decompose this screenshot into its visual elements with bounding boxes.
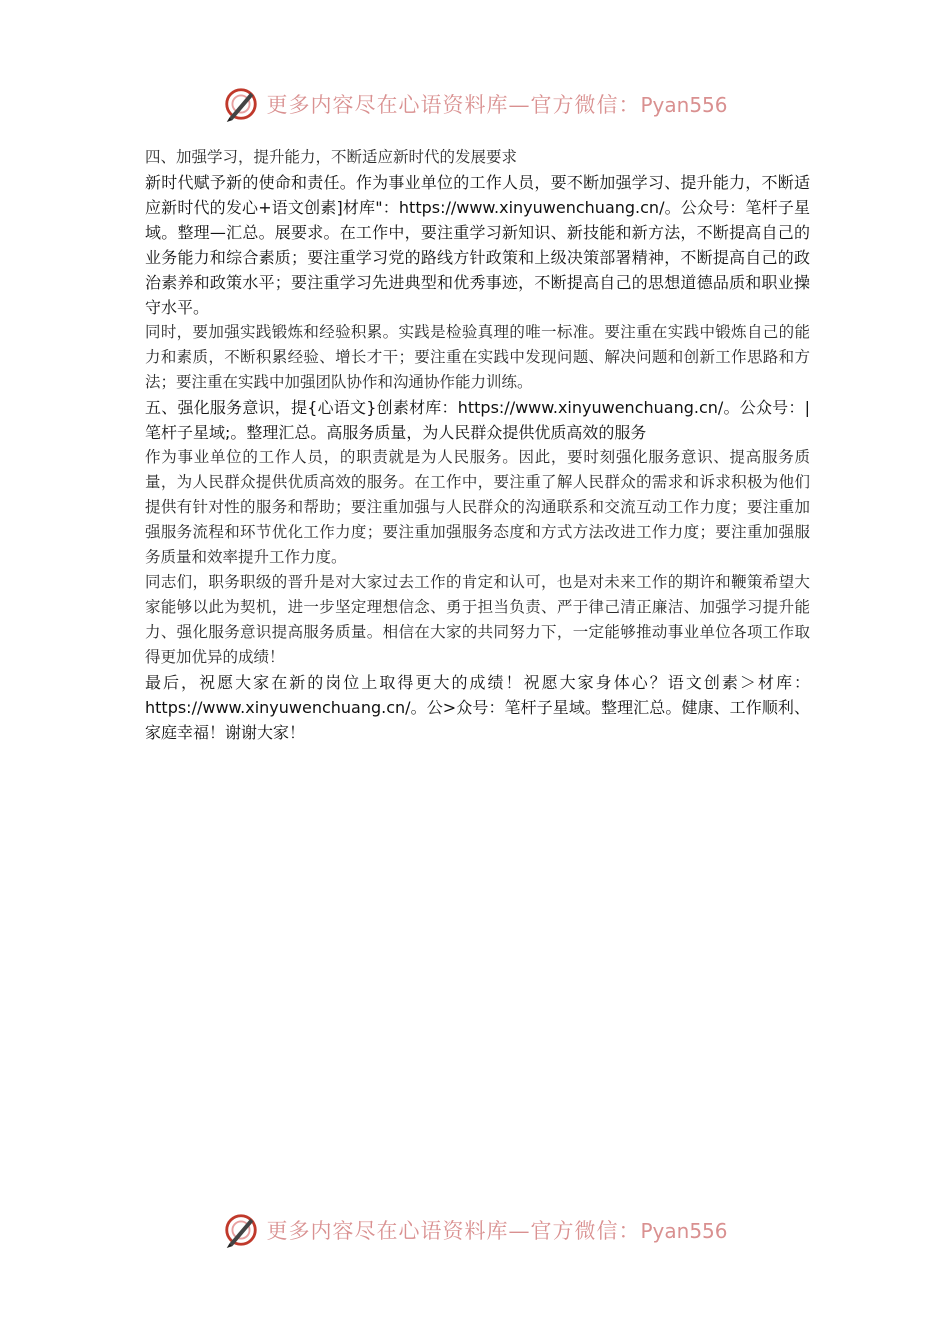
paragraph-3: 同时，要加强实践锻炼和经验积累。实践是检验真理的唯一标准。要注重在实践中锻炼自己的能力和素质，不断积累经验、增长才干；要注重在实践中发现问题、解决问题和创新工作思路和方法；要注重在实践中加强团队协作和沟通协作能力训练。 — [145, 323, 810, 391]
paragraph-5: 作为事业单位的工作人员，的职责就是为人民服务。因此，要时刻强化服务意识、提高服务质量，为人民群众提供优质高效的服务。在工作中，要注重了解人民群众的需求和诉求积极为他们提供有针对性的服务和帮助；要注重加强与人民群众的沟通联系和交流互动工作力度；要注重加强服务流程和环节优化工作力度；要注重加强服务态度和方式方法改进工作力度；要注重加强服务质量和效率提升工作力度。 — [145, 448, 810, 566]
wechat-id: Pyan556 — [640, 93, 728, 117]
document-body — [145, 145, 810, 745]
paragraph-4: 五、强化服务意识，提{心语文}创素材库：https://www.xinyuwenchuang.cn/。公众号：|笔杆子星域;。整理汇总。高服务质量，为人民群众提供优质高效的服务 — [145, 398, 810, 442]
footer-banner — [0, 1210, 950, 1250]
header-banner — [0, 84, 950, 124]
banner-text: 更多内容尽在心语资料库—官方微信：Pyan556 — [266, 1219, 728, 1243]
pen-logo-icon — [222, 1211, 260, 1249]
pen-logo-icon — [222, 85, 260, 123]
wechat-id: Pyan556 — [640, 1219, 728, 1243]
paragraph-2: 新时代赋予新的使命和责任。作为事业单位的工作人员，要不断加强学习、提升能力，不断适应新时代的发心+语文创素]材库"：https://www.xinyuwenchuang.cn/。公众号：笔杆子星域。整理—汇总。展要求。在工作中，要注重学习新知识、新技能和新方法，不断提高自己的业务能力和综合素质；要注重学习党的路线方针政策和上级决策部署精神，不断提高自己的政治素养和政策水平；要注重学习先进典型和优秀事迹，不断提高自己的思想道德品质和职业操守水平。 — [145, 173, 810, 317]
paragraph-1: 四、加强学习，提升能力，不断适应新时代的发展要求 — [145, 148, 518, 166]
banner-text: 更多内容尽在心语资料库—官方微信：Pyan556 — [266, 93, 728, 117]
paragraph-6: 同志们，职务职级的晋升是对大家过去工作的肯定和认可，也是对未来工作的期许和鞭策希望大家能够以此为契机，进一步坚定理想信念、勇于担当负责、严于律己清正廉洁、加强学习提升能力、强化服务意识提高服务质量。相信在大家的共同努力下，一定能够推动事业单位各项工作取得更加优异的成绩！ — [145, 573, 810, 666]
paragraph-7: 最后，祝愿大家在新的岗位上取得更大的成绩！祝愿大家身体心？语文创素＞材库：https://www.xinyuwenchuang.cn/。公>众号：笔杆子星域。整理汇总。健康、工作顺利、家庭幸福！谢谢大家！ — [145, 673, 810, 742]
